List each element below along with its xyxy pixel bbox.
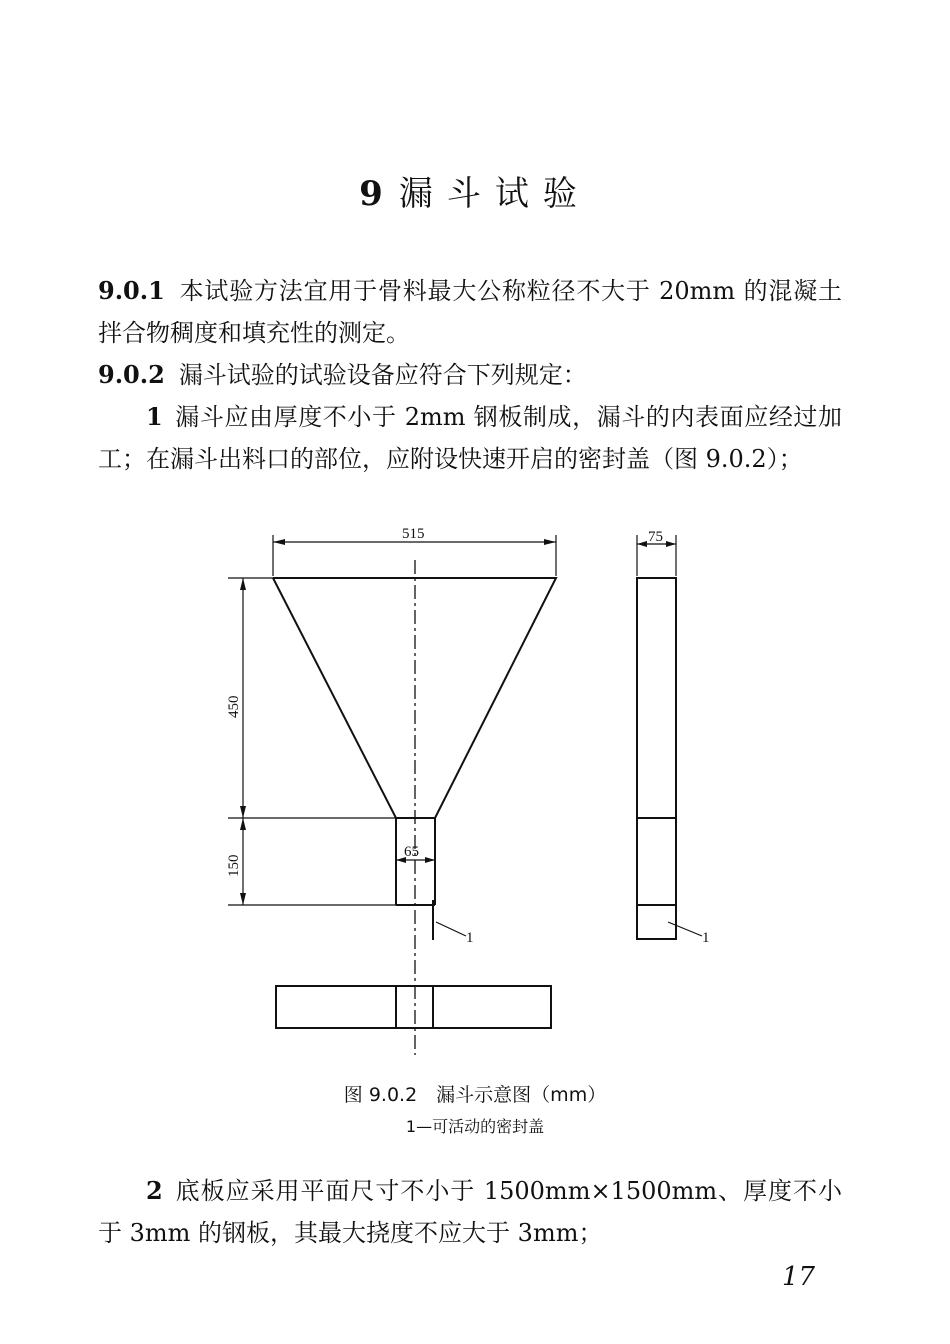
part-label-1: 1 bbox=[466, 930, 474, 946]
funnel-outline-left bbox=[273, 578, 396, 905]
leader-line-2 bbox=[668, 922, 702, 936]
dim-label-75: 75 bbox=[648, 529, 663, 545]
section-number: 9 bbox=[359, 174, 383, 214]
figure-caption: 图 9.0.2 漏斗示意图（mm） bbox=[343, 1084, 607, 1106]
item-number: 2 bbox=[146, 1176, 163, 1205]
item-number: 1 bbox=[146, 402, 163, 431]
clause-number: 9.0.2 bbox=[98, 360, 165, 389]
clause-number: 9.0.1 bbox=[98, 276, 165, 305]
dim-label-450: 450 bbox=[226, 695, 242, 718]
page-number: 17 bbox=[782, 1262, 816, 1292]
plan-view-body bbox=[276, 986, 551, 1028]
clause-text: 本试验方法宜用于骨料最大公称粒径不大于 20mm 的混凝土拌合物稠度和填充性的测定。 bbox=[98, 277, 842, 347]
item-2 bbox=[98, 1170, 842, 1254]
item-text: 漏斗应由厚度不小于 2mm 钢板制成，漏斗的内表面应经过加工；在漏斗出料口的部位，应附设快速开启的密封盖（图 9.0.2）； bbox=[98, 403, 842, 473]
section-heading-text: 漏斗试验 bbox=[398, 174, 591, 214]
figure-legend: 1—可活动的密封盖 bbox=[405, 1117, 545, 1136]
dim-label-150: 150 bbox=[226, 854, 242, 877]
side-view-body bbox=[637, 578, 676, 939]
item-text: 底板应采用平面尺寸不小于 1500mm×1500mm、厚度不小于 3mm 的钢板，其最大挠度不应大于 3mm； bbox=[98, 1177, 842, 1247]
dim-label-515: 515 bbox=[402, 526, 425, 542]
clause-text: 漏斗试验的试验设备应符合下列规定： bbox=[178, 361, 587, 389]
leader-line-1 bbox=[436, 922, 466, 936]
dim-label-65: 65 bbox=[404, 844, 419, 860]
part-label-2: 1 bbox=[702, 930, 710, 946]
